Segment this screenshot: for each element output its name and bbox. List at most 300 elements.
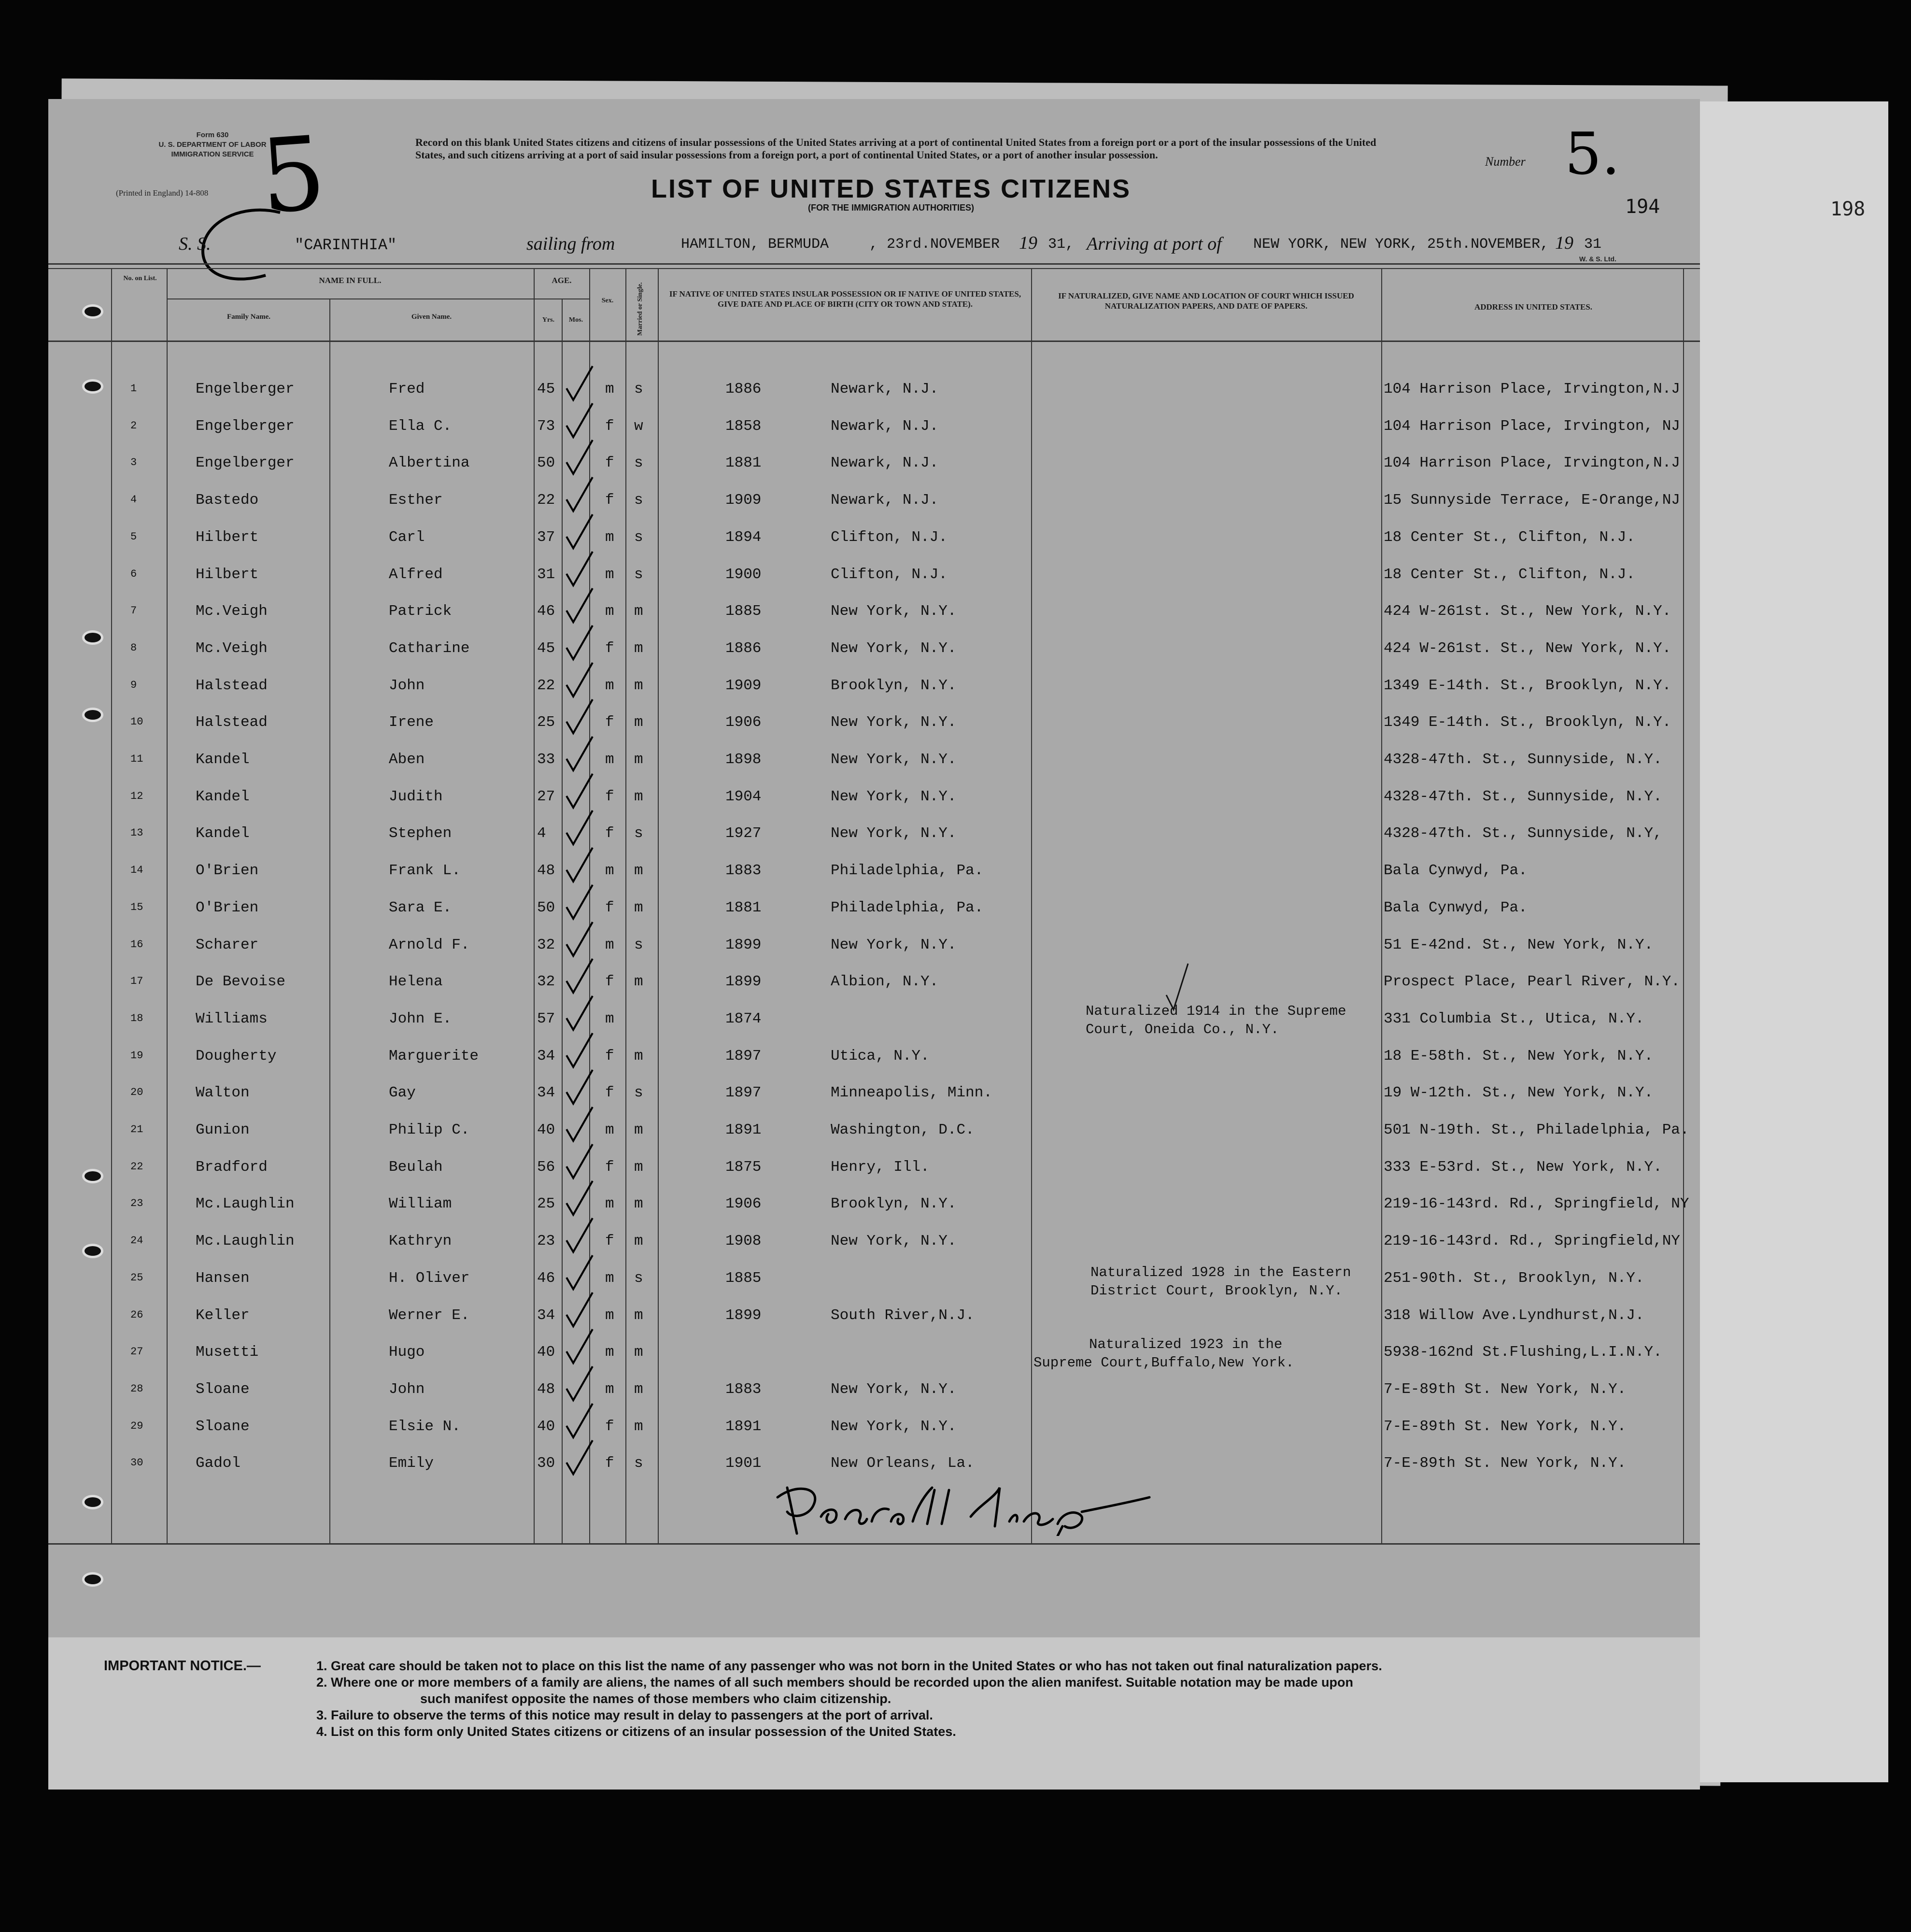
cell-address: 1349 E-14th. St., Brooklyn, N.Y. — [1384, 677, 1671, 694]
punch-hole — [82, 1244, 103, 1258]
cell-age: 45 — [537, 381, 555, 398]
cell-ms: m — [634, 603, 643, 620]
cell-ms: s — [634, 1269, 643, 1287]
cell-sex: m — [605, 1010, 614, 1027]
check-mark-icon — [563, 1290, 596, 1328]
naturalization-note-williams — [1086, 1002, 1346, 1039]
cell-address: 219-16-143rd. Rd., Springfield, NY — [1384, 1195, 1689, 1213]
note-line: District Court, Brooklyn, N.Y. — [1090, 1283, 1343, 1299]
number-value: 5. — [1565, 121, 1620, 188]
table-row — [0, 631, 1911, 668]
cell-family: Walton — [196, 1084, 250, 1102]
cell-sex: f — [605, 492, 614, 509]
cell-no: 4 — [130, 494, 137, 506]
check-mark-icon — [563, 363, 596, 402]
check-mark-icon — [563, 1067, 596, 1106]
year-to: 31 — [1584, 236, 1602, 253]
cell-place: New York, N.Y. — [831, 1380, 957, 1398]
table-row — [0, 742, 1911, 779]
cell-place: New York, N.Y. — [831, 714, 957, 731]
back-page-number: 198 — [1830, 198, 1866, 220]
check-mark-icon — [563, 956, 596, 994]
table-row — [0, 1298, 1911, 1335]
cell-sex: f — [605, 639, 614, 657]
table-row — [0, 1224, 1911, 1261]
punch-hole — [82, 1169, 103, 1183]
table-bottom-rule — [48, 1543, 1700, 1545]
cell-place: Henry, Ill. — [831, 1158, 930, 1176]
check-mark-icon — [563, 1141, 596, 1180]
cell-age: 31 — [537, 566, 555, 583]
table-row — [0, 853, 1911, 890]
header-name-in-full: NAME IN FULL. — [319, 276, 382, 285]
notice-item-3: 3. Failure to observe the terms of this notice may result in delay to passengers at the port of arrival. — [316, 1708, 933, 1722]
cell-place: New York, N.Y. — [831, 751, 957, 768]
cell-age: 40 — [537, 1418, 555, 1435]
cell-given: Philip C. — [389, 1122, 470, 1138]
cell-ms: s — [634, 528, 643, 546]
cell-family: Engelberger — [196, 455, 295, 472]
cell-place: Brooklyn, N.Y. — [831, 1195, 957, 1213]
cell-sex: m — [605, 1307, 614, 1324]
cell-given: Carl — [389, 528, 425, 546]
cell-year: 1886 — [725, 639, 762, 657]
cell-no: 1 — [130, 383, 137, 395]
cell-family: Halstead — [196, 714, 268, 731]
cell-address: 424 W-261st. St., New York, N.Y. — [1384, 603, 1671, 620]
cell-given: Catharine — [389, 639, 470, 657]
cell-age: 4 — [537, 825, 546, 842]
cell-ms: s — [634, 381, 643, 398]
cell-given: Frank L. — [389, 862, 461, 880]
cell-no: 2 — [130, 419, 137, 432]
cell-family: Scharer — [196, 936, 259, 953]
cell-given: Gay — [389, 1084, 416, 1102]
cell-age: 25 — [537, 714, 555, 731]
cell-ms: m — [634, 788, 643, 805]
cell-family: Mc.Laughlin — [196, 1195, 295, 1213]
cell-given: Patrick — [389, 603, 452, 620]
check-mark-icon — [563, 1326, 596, 1365]
cell-no: 3 — [130, 456, 137, 469]
cell-family: Musetti — [196, 1344, 259, 1361]
cell-sex: m — [605, 381, 614, 398]
cell-age: 32 — [537, 936, 555, 953]
cell-no: 29 — [130, 1420, 143, 1432]
cell-address: 51 E-42nd. St., New York, N.Y. — [1384, 936, 1654, 953]
cell-sex: f — [605, 825, 614, 842]
cell-year: 1900 — [725, 566, 762, 583]
header-no: No. on List. — [123, 275, 157, 282]
check-mark-icon — [563, 1178, 596, 1217]
cell-address: 7-E-89th St. New York, N.Y. — [1384, 1380, 1627, 1398]
cell-no: 13 — [130, 827, 143, 839]
cell-address: 7-E-89th St. New York, N.Y. — [1384, 1455, 1627, 1472]
cell-year: 1886 — [725, 381, 762, 398]
check-mark-icon — [563, 771, 596, 810]
cell-sex: m — [605, 936, 614, 953]
cell-address: 104 Harrison Place, Irvington,N.J — [1384, 455, 1680, 472]
check-mark-icon — [563, 1252, 596, 1291]
cell-family: Bastedo — [196, 492, 259, 509]
cell-given: Esther — [389, 492, 443, 509]
cell-sex: f — [605, 714, 614, 731]
cell-no: 6 — [130, 568, 137, 580]
cell-ms: m — [634, 973, 643, 991]
cell-year: 1906 — [725, 714, 762, 731]
cell-address: 104 Harrison Place, Irvington,N.J — [1384, 381, 1680, 398]
note-line: Naturalized 1928 in the Eastern — [1090, 1264, 1351, 1280]
cell-address: 331 Columbia St., Utica, N.Y. — [1384, 1010, 1644, 1027]
cell-sex: f — [605, 899, 614, 916]
check-mark-icon — [563, 1364, 596, 1402]
check-mark-icon — [563, 993, 596, 1032]
cell-place: Utica, N.Y. — [831, 1047, 930, 1065]
cell-sex: m — [605, 528, 614, 546]
table-row — [0, 928, 1911, 965]
cell-place: South River,N.J. — [831, 1307, 975, 1324]
cell-family: Williams — [196, 1010, 268, 1027]
cell-no: 24 — [130, 1235, 143, 1247]
cell-sex: m — [605, 1122, 614, 1138]
cell-age: 22 — [537, 677, 555, 694]
cell-place: Newark, N.J. — [831, 455, 939, 472]
cell-age: 40 — [537, 1344, 555, 1361]
check-mark-icon — [563, 882, 596, 921]
cell-no: 18 — [130, 1012, 143, 1024]
page-number: 194 — [1625, 196, 1660, 218]
table-row — [0, 1372, 1911, 1409]
punch-hole — [82, 379, 103, 394]
cell-given: John — [389, 677, 425, 694]
cell-ms: m — [634, 714, 643, 731]
naturalization-note-hansen — [1090, 1264, 1351, 1300]
table-row — [0, 891, 1911, 927]
cell-no: 23 — [130, 1197, 143, 1210]
table-row — [0, 1261, 1911, 1298]
notice-item-2: 2. Where one or more members of a family are aliens, the names of all such members should be recorded upon the alien manifest. Suitable notation may be made upon — [316, 1675, 1354, 1690]
cell-place: Brooklyn, N.Y. — [831, 677, 957, 694]
cell-ms: m — [634, 1344, 643, 1361]
table-row — [0, 557, 1911, 594]
cell-place: New York, N.Y. — [831, 788, 957, 805]
cell-ms: m — [634, 677, 643, 694]
cell-age: 22 — [537, 492, 555, 509]
cell-no: 17 — [130, 975, 143, 988]
cell-family: Gadol — [196, 1455, 241, 1472]
cell-age: 46 — [537, 603, 555, 620]
cell-no: 30 — [130, 1457, 143, 1469]
cell-place: New York, N.Y. — [831, 1418, 957, 1435]
cell-no: 12 — [130, 790, 143, 802]
cell-address: Bala Cynwyd, Pa. — [1384, 899, 1528, 916]
cell-family: Sloane — [196, 1380, 250, 1398]
cell-ms: m — [634, 899, 643, 916]
cell-age: 45 — [537, 639, 555, 657]
check-mark-icon — [563, 585, 596, 624]
cell-year: 1891 — [725, 1122, 762, 1138]
cell-ms: s — [634, 936, 643, 953]
cell-year: 1899 — [725, 1307, 762, 1324]
table-row — [0, 816, 1911, 853]
cell-year: 1885 — [725, 603, 762, 620]
punch-hole — [82, 1495, 103, 1509]
header-married-single: Married or Single. — [637, 282, 644, 336]
department: U. S. DEPARTMENT OF LABOR — [158, 141, 267, 149]
cell-year: 1897 — [725, 1084, 762, 1102]
cell-sex: m — [605, 1344, 614, 1361]
cell-sex: f — [605, 1084, 614, 1102]
cell-no: 20 — [130, 1086, 143, 1099]
cell-place: Newark, N.J. — [831, 417, 939, 435]
note-line: Naturalized 1923 in the — [1089, 1336, 1283, 1352]
cell-family: Hilbert — [196, 566, 259, 583]
cell-family: Dougherty — [196, 1047, 277, 1065]
cell-place: Philadelphia, Pa. — [831, 899, 984, 916]
cell-year: 1906 — [725, 1195, 762, 1213]
cell-given: Elsie N. — [389, 1418, 461, 1435]
voyage-line — [179, 229, 1628, 258]
cell-age: 34 — [537, 1047, 555, 1065]
cell-family: Engelberger — [196, 381, 295, 398]
cell-ms: s — [634, 455, 643, 472]
cell-family: De Bevoise — [196, 973, 286, 991]
note-line: Court, Oneida Co., N.Y. — [1086, 1022, 1279, 1037]
table-row — [0, 594, 1911, 631]
arriving-label: Arriving at port of — [1087, 234, 1222, 254]
cell-no: 16 — [130, 938, 143, 951]
cell-sex: f — [605, 417, 614, 435]
cell-year: 1883 — [725, 1380, 762, 1398]
cell-sex: f — [605, 455, 614, 472]
cell-ms: s — [634, 1084, 643, 1102]
cell-family: O'Brien — [196, 899, 259, 916]
cell-given: H. Oliver — [389, 1269, 470, 1287]
cell-place: Newark, N.J. — [831, 381, 939, 398]
cell-given: Alfred — [389, 566, 443, 583]
form-number: Form 630 — [196, 131, 229, 139]
table-row — [0, 668, 1911, 705]
header-address: ADDRESS IN UNITED STATES. — [1474, 302, 1593, 312]
punch-hole — [82, 630, 103, 645]
cell-sex: f — [605, 788, 614, 805]
cell-address: 501 N-19th. St., Philadelphia, Pa. — [1384, 1122, 1689, 1138]
cell-address: 1349 E-14th. St., Brooklyn, N.Y. — [1384, 714, 1671, 731]
header-bottom-rule — [48, 341, 1700, 342]
check-mark-icon — [563, 845, 596, 883]
cell-age: 25 — [537, 1195, 555, 1213]
cell-given: William — [389, 1195, 452, 1213]
cell-sex: f — [605, 1233, 614, 1250]
check-mark-icon — [563, 623, 596, 661]
cell-no: 22 — [130, 1160, 143, 1173]
ship-name: "CARINTHIA" — [295, 236, 397, 254]
check-mark-icon — [563, 437, 596, 476]
cell-sex: m — [605, 751, 614, 768]
note-line: Supreme Court,Buffalo,New York. — [1033, 1355, 1294, 1371]
cell-family: Keller — [196, 1307, 250, 1324]
cell-given: Werner E. — [389, 1307, 470, 1324]
handwritten-five: 5 — [256, 114, 329, 237]
cell-given: Kathryn — [389, 1233, 452, 1250]
cell-year: 1897 — [725, 1047, 762, 1065]
port-to: NEW YORK, NEW YORK, 25th.NOVEMBER, — [1253, 236, 1549, 253]
cell-given: Fred — [389, 381, 425, 398]
cell-no: 14 — [130, 864, 143, 877]
cell-given: Beulah — [389, 1158, 443, 1176]
cell-address: Bala Cynwyd, Pa. — [1384, 862, 1528, 880]
cell-place: Washington, D.C. — [831, 1122, 975, 1138]
cell-family: Gunion — [196, 1122, 250, 1138]
cell-place: Philadelphia, Pa. — [831, 862, 984, 880]
cell-address: 18 E-58th. St., New York, N.Y. — [1384, 1047, 1654, 1065]
cell-year: 1874 — [725, 1010, 762, 1027]
cell-age: 34 — [537, 1084, 555, 1102]
number-label: Number — [1485, 155, 1526, 169]
cell-no: 19 — [130, 1049, 143, 1062]
cell-age: 33 — [537, 751, 555, 768]
cell-no: 7 — [130, 605, 137, 617]
naturalization-note-musetti — [1033, 1335, 1294, 1372]
cell-year: 1894 — [725, 528, 762, 546]
cell-given: Irene — [389, 714, 434, 731]
cell-ms: m — [634, 862, 643, 880]
cell-sex: m — [605, 566, 614, 583]
cell-place: New York, N.Y. — [831, 603, 957, 620]
cell-ms: m — [634, 639, 643, 657]
cell-given: John — [389, 1380, 425, 1398]
cell-year: 1909 — [725, 677, 762, 694]
cell-no: 9 — [130, 679, 137, 691]
cell-address: 424 W-261st. St., New York, N.Y. — [1384, 639, 1671, 657]
cell-year: 1899 — [725, 936, 762, 953]
check-mark-icon — [563, 511, 596, 550]
header-given-name: Given Name. — [411, 313, 452, 321]
cell-ms: m — [634, 1307, 643, 1324]
cell-age: 27 — [537, 788, 555, 805]
cell-year: 1898 — [725, 751, 762, 768]
check-mark-icon — [563, 1437, 596, 1476]
printed-in: (Printed in England) 14-808 — [116, 188, 209, 198]
notice-item-4: 4. List on this form only United States citizens or citizens of an insular possession of the United States. — [316, 1724, 956, 1739]
cell-age: 37 — [537, 528, 555, 546]
cell-year: 1899 — [725, 973, 762, 991]
cell-age: 32 — [537, 973, 555, 991]
cell-sex: f — [605, 1158, 614, 1176]
cell-family: Hansen — [196, 1269, 250, 1287]
cell-no: 28 — [130, 1382, 143, 1395]
cell-ms: m — [634, 1122, 643, 1138]
cell-family: Hilbert — [196, 528, 259, 546]
cell-year: 1881 — [725, 455, 762, 472]
header-family-name: Family Name. — [227, 313, 270, 321]
table-top-rule-2 — [48, 268, 1700, 269]
year-prefix-1: 19 — [1019, 233, 1037, 253]
table-top-rule — [48, 263, 1700, 265]
cell-address: 15 Sunnyside Terrace, E-Orange,NJ — [1384, 492, 1680, 509]
cell-address: 18 Center St., Clifton, N.J. — [1384, 566, 1635, 583]
table-row — [0, 409, 1911, 446]
cell-family: O'Brien — [196, 862, 259, 880]
cell-ms: w — [634, 417, 643, 435]
cell-year: 1927 — [725, 825, 762, 842]
table-row — [0, 372, 1911, 409]
header-sex: Sex. — [601, 297, 614, 304]
cell-year: 1858 — [725, 417, 762, 435]
cell-place: New York, N.Y. — [831, 639, 957, 657]
year-from: 31, — [1048, 236, 1075, 253]
cell-given: Arnold F. — [389, 936, 470, 953]
check-mark-icon — [563, 1104, 596, 1143]
port-from: HAMILTON, BERMUDA — [681, 236, 829, 253]
cell-family: Sloane — [196, 1418, 250, 1435]
cell-place: New Orleans, La. — [831, 1455, 975, 1472]
table-row — [0, 520, 1911, 557]
year-prefix-2: 19 — [1555, 233, 1573, 253]
table-row — [0, 1446, 1911, 1483]
cell-family: Mc.Veigh — [196, 603, 268, 620]
cell-family: Mc.Laughlin — [196, 1233, 295, 1250]
cell-given: Judith — [389, 788, 443, 805]
check-mark-icon — [563, 660, 596, 698]
cell-ms: s — [634, 825, 643, 842]
notice-item-1: 1. Great care should be taken not to place on this list the name of any passenger who was not born in the United States or who has not taken out final naturalization papers. — [316, 1659, 1382, 1673]
service: IMMIGRATION SERVICE — [171, 150, 254, 158]
cell-ms: m — [634, 1380, 643, 1398]
cell-address: 4328-47th. St., Sunnyside, N.Y, — [1384, 825, 1662, 842]
table-row — [0, 446, 1911, 483]
cell-sex: m — [605, 1195, 614, 1213]
cell-age: 50 — [537, 899, 555, 916]
check-mark-icon — [563, 696, 596, 735]
check-mark-icon — [563, 1030, 596, 1069]
cell-address: 104 Harrison Place, Irvington, NJ — [1384, 417, 1680, 435]
cell-address: 19 W-12th. St., New York, N.Y. — [1384, 1084, 1654, 1102]
punch-hole — [82, 304, 103, 319]
cell-age: 23 — [537, 1233, 555, 1250]
table-row — [0, 1335, 1911, 1372]
header-age: AGE. — [552, 276, 572, 285]
cell-no: 11 — [130, 753, 143, 765]
cell-ms: m — [634, 1418, 643, 1435]
table-row — [0, 1150, 1911, 1187]
cell-age: 73 — [537, 417, 555, 435]
cell-sex: f — [605, 1455, 614, 1472]
cell-no: 21 — [130, 1123, 143, 1136]
note-line: Naturalized 1914 in the Supreme — [1086, 1003, 1346, 1019]
cell-place: Newark, N.J. — [831, 492, 939, 509]
check-mark-icon — [563, 734, 596, 772]
cell-age: 48 — [537, 1380, 555, 1398]
cell-family: Mc.Veigh — [196, 639, 268, 657]
check-mark-icon — [563, 474, 596, 513]
cell-sex: m — [605, 862, 614, 880]
cell-no: 5 — [130, 530, 137, 543]
header-months: Mos. — [568, 316, 583, 324]
notice-item-2-continued: such manifest opposite the names of those members who claim citizenship. — [420, 1691, 892, 1706]
cell-age: 34 — [537, 1307, 555, 1324]
cell-place: New York, N.Y. — [831, 936, 957, 953]
name-subheader-rule — [167, 298, 534, 299]
page-title: LIST OF UNITED STATES CITIZENS — [651, 174, 1131, 203]
cell-given: Ella C. — [389, 417, 452, 435]
cell-age: 30 — [537, 1455, 555, 1472]
cell-given: Hugo — [389, 1344, 425, 1361]
cell-sex: m — [605, 677, 614, 694]
header-naturalized: IF NATURALIZED, GIVE NAME AND LOCATION OF COURT WHICH ISSUED NATURALIZATION PAPERS, AND DATE OF PAPERS. — [1058, 291, 1354, 311]
table-row — [0, 780, 1911, 816]
cell-place: New York, N.Y. — [831, 1233, 957, 1250]
